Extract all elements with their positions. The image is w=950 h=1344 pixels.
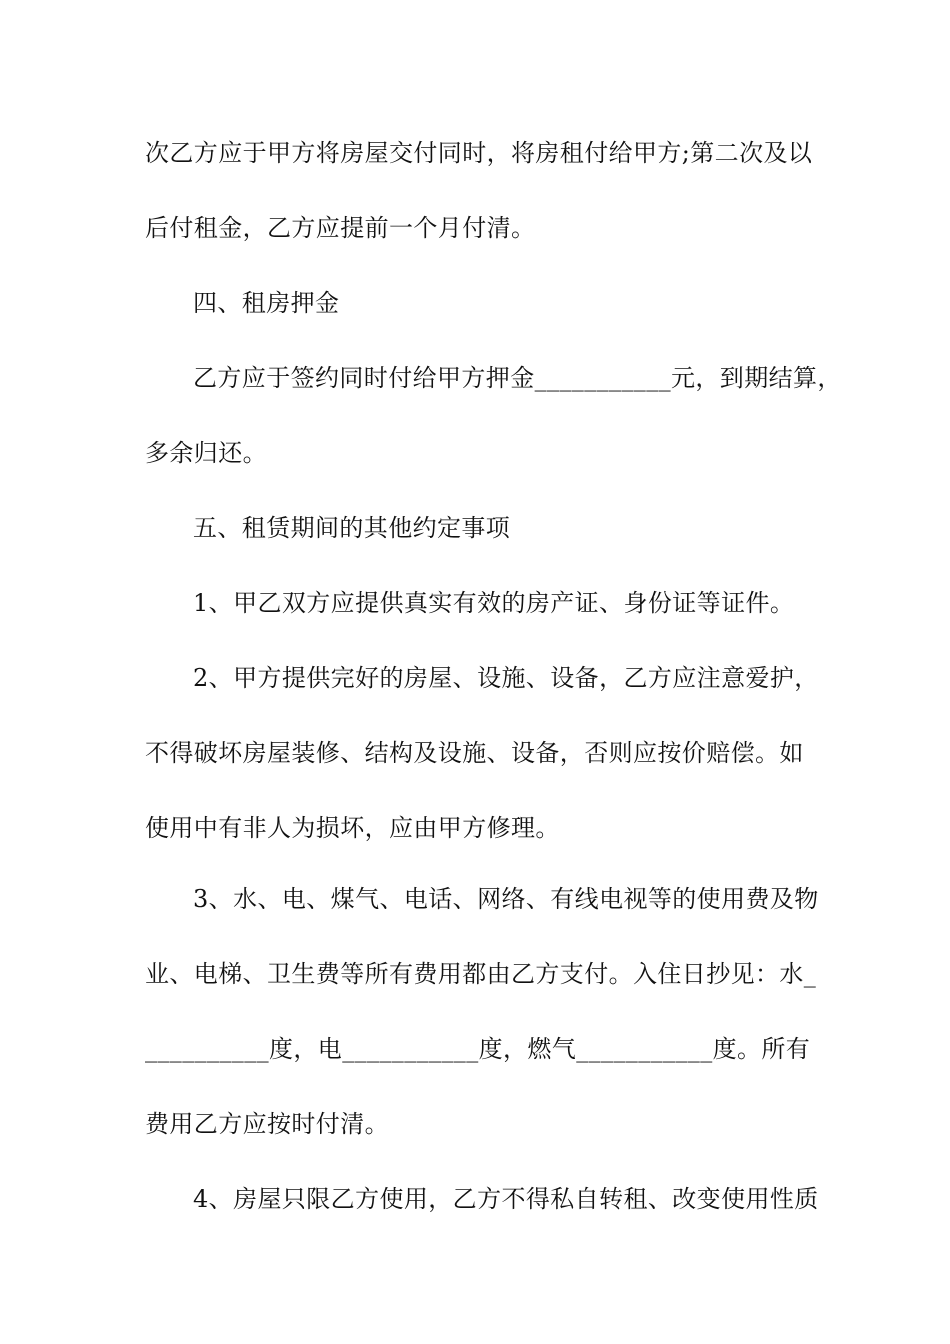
paragraph-line: 乙方应于签约同时付给甲方押金___________元，到期结算， [193,364,842,392]
paragraph-line: 费用乙方应按时付清。 [145,1110,389,1138]
clause-line: 3、水、电、煤气、电话、网络、有线电视等的使用费及物 [193,885,819,913]
section-heading-other-terms: 五、租赁期间的其他约定事项 [193,514,511,542]
section-heading-deposit: 四、租房押金 [193,289,340,317]
clause-line: 4、房屋只限乙方使用，乙方不得私自转租、改变使用性质 [193,1185,819,1213]
clause-line: 2、甲方提供完好的房屋、设施、设备，乙方应注意爱护， [193,664,819,692]
paragraph-line: 后付租金，乙方应提前一个月付清。 [145,214,536,242]
paragraph-line: 业、电梯、卫生费等所有费用都由乙方支付。入住日抄见：水_ [145,960,817,988]
paragraph-line: __________度，电___________度，燃气___________度。所有 [145,1035,811,1063]
paragraph-line: 多余归还。 [145,439,267,467]
paragraph-line: 使用中有非人为损坏，应由甲方修理。 [145,814,560,842]
clause-line: 1、甲乙双方应提供真实有效的房产证、身份证等证件。 [193,589,795,617]
paragraph-line: 次乙方应于甲方将房屋交付同时，将房租付给甲方;第二次及以 [145,139,813,167]
paragraph-line: 不得破坏房屋装修、结构及设施、设备，否则应按价赔偿。如 [145,739,804,767]
